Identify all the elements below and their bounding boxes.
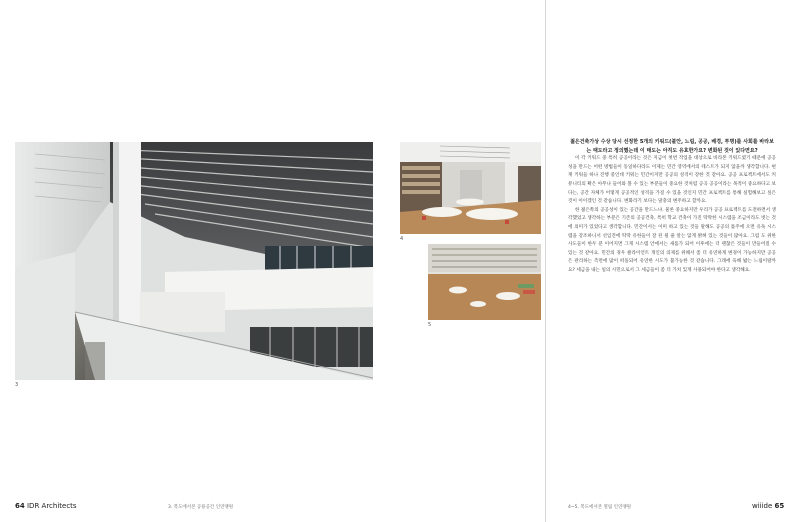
- interview-question: 젊은건축가상 수상 당시 선정한 5개의 키워드(불안, 느림, 공공, 배경, 투명)를 사회를 바라보는 태도라고 정의했는데 이 태도는 아직도 유효한가요? 변화된 것이 있다면요?: [570, 139, 774, 154]
- library-photo-5-image: [428, 244, 541, 320]
- atrium-photo: [15, 142, 373, 380]
- answer-paragraph-2: 한 젊은쪽의 공공성이 있는 공간을 만드느냐. 물론 중요하지만 우리가 공공 프로젝트를 도전하면서 생각했었고 생각하는 부분은 기존의 공공건축, 특히 학교 건축이 가진 딱딱한 시스템을 조금이라도 벗는 것에 의미가 있었다고 생각합니다. 민간이서는 이미 하고 있는 것들 말해도 공공의 틀주에 오면 유독 시스템을 강조하니서 선입견에 딱딱 유한들이 잘 된 될 줄 알는 않게 밝혀 있는 것들이 많아요. 그럼 도 위한 사도들이 한두 분 이어지면 그게 시스템 안에서는 새롭가 되어 이후에는 더 괜찮은 것들이 만들어질 수 있는 것 같아요. 민간의 경우 클라이언트 개인의 의제를 위해서 좀 더 유연하게 변경이 가능하지만 공공은 관리하는 측면에 많이 떠돌되어 유연한 시도가 불가능한 것 같습니다. 그래에 육해 밟는 느림이랄까요? 세금을 내는 일의 시민으로서 그 세금들이 좀 더 가치 있게 사용되어야 한다고 생각해요.: [568, 207, 776, 273]
- figure-4-number: 4: [400, 236, 404, 242]
- right-page-number: 65: [774, 502, 785, 510]
- left-folio-label: IDR Architects: [26, 502, 77, 510]
- figure-5-number: 5: [428, 322, 432, 328]
- library-photo-4: [400, 142, 541, 234]
- atrium-photo-image: [15, 142, 373, 380]
- right-folio-label: wiiide: [752, 502, 773, 510]
- answer-paragraph-1: 이 각 키워드 중 특히 공공이라는 것은 지금이 첫번 작업을 대상으로 바라본 키워드였기 때문에 공공성을 만드는 어떤 방법들이 동일하다라도 이제는 민간 영역에서의 테스트가 되지 않을까 생각합니다. 현재 키워들 하나 진행 중인데 키워는 민간이지만 공공의 성격이 강한 것 같아요. 공공 프로젝트에서도 커뮤니티의 확은 아무나 들어와 볼 수 있는 부분들이 중요한 것처럼 공곡 공공이라는 목적이 중요하다고 보다는, 공간 자체가 어떻게 공공적인 성격을 가질 수 있을 것인지 민간 프로젝트를 통해 실험해보고 싶은 것이 이이겠인 것 같습니다. 변화라기 보다는 말충의 변주하고 할까요.: [568, 156, 776, 205]
- interview-article: [568, 138, 776, 276]
- left-footer-caption: 3. 복도에서본 공용공간 인연맹원: [168, 505, 234, 510]
- left-page-number: 64: [15, 502, 25, 510]
- page-gutter: [545, 0, 546, 522]
- left-folio: [15, 502, 77, 510]
- right-footer-caption: 4~5. 복도에서본 열림 인연맹원: [568, 505, 632, 510]
- figure-3-number: 3: [15, 382, 19, 388]
- library-photo-5: [428, 244, 541, 320]
- right-folio: [752, 502, 784, 510]
- library-photo-4-image: [400, 142, 541, 234]
